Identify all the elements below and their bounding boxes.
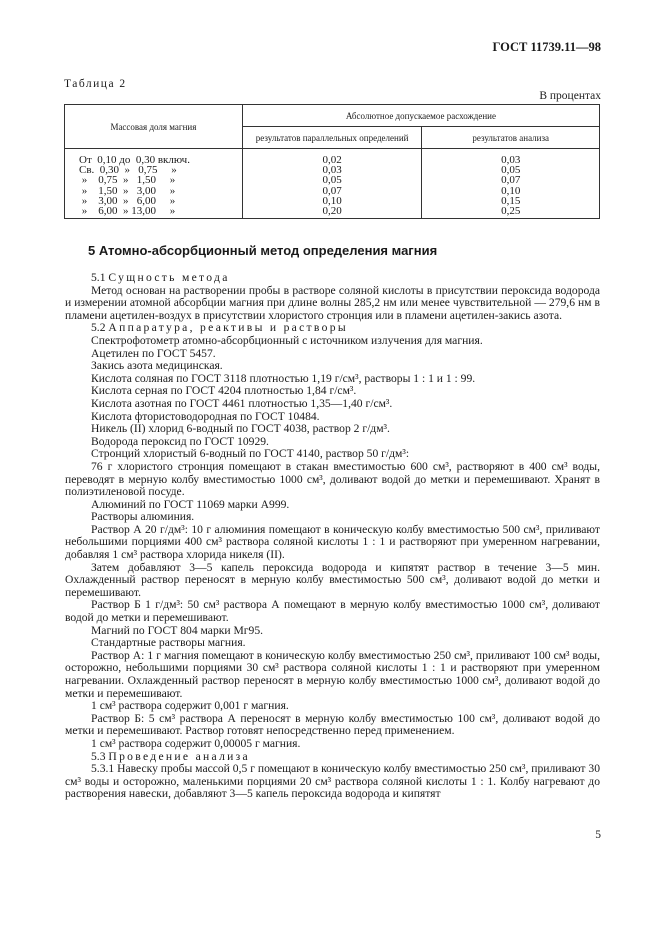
list-item: Никель (II) хлорид 6-водный по ГОСТ 4038, раствор 2 г/дм³. (91, 422, 390, 436)
list-item: Кислота серная по ГОСТ 4204 плотностью 1,84 г/см³. (91, 384, 357, 398)
section-title: 5 Атомно-абсорбционный метод определения магния (88, 243, 438, 258)
list-item: Кислота соляная по ГОСТ 3118 плотностью 1,19 г/см³, растворы 1 : 1 и 1 : 99. (91, 371, 476, 385)
table-units: В процентах (539, 90, 601, 102)
cell-range: » 0,75 » 1,50 » (65, 175, 243, 185)
subsection-number: 5.2 (91, 321, 106, 335)
table-row (65, 206, 600, 219)
table-caption: Таблица 2 (64, 78, 127, 90)
col-header-analysis: результатов анализа (422, 127, 600, 149)
cell-analysis: 0,10 (422, 186, 600, 196)
cell-range: От 0,10 до 0,30 включ. (65, 149, 243, 166)
cell-analysis: 0,03 (422, 149, 600, 166)
subsection-heading-5-1 (91, 272, 600, 285)
cell-analysis: 0,15 (422, 196, 600, 206)
list-item: 1 см³ раствора содержит 0,00005 г магния. (91, 736, 301, 750)
list-item: Ацетилен по ГОСТ 5457. (91, 346, 216, 360)
list-item: Стронций хлористый 6-водный по ГОСТ 4140, раствор 50 г/дм³: (91, 447, 410, 461)
col-header-parallel: результатов параллельных определений (242, 127, 422, 149)
table-row (65, 149, 600, 166)
paragraph: Раствор А: 1 г магния помещают в коническую колбу вместимостью 250 см³, приливают 100 см³ воды, осторожно, небольшими порциями 30 см³ раствора соляной кислоты 1 : 1 и растворяют при умеренном нагревании. Охлажденный раствор переносят в мерную колбу вместимостью 1000 см³, доливают водой до метки и перемешивают. (65, 648, 600, 700)
list-item: Кислота фтористоводородная по ГОСТ 10484. (91, 409, 320, 423)
paragraph: Метод основан на растворении пробы в растворе соляной кислоты в присутствии пероксида водорода и измерении атомной абсорбции магния при длине волны 285,2 нм или менее чувствительной — 279,6 нм в пламени ацетилен-воздух в присутствии хлористого стронция или в пламени ацетилен-закись азота. (65, 283, 600, 322)
paragraph: Раствор Б: 5 см³ раствора А переносят в мерную колбу вместимостью 100 см³, доливают водой до метки и перемешивают. Раствор готовят непосредственно перед применением. (65, 711, 600, 738)
list-item: Закись азота медицинская. (91, 359, 223, 373)
cell-analysis: 0,25 (422, 206, 600, 219)
paragraph: 5.3.1 Навеску пробы массой 0,5 г помещают в коническую колбу вместимостью 250 см³, приливают 30 см³ воды и осторожно, маленькими порциями 20 см³ раствора соляной кислоты 1 : 1. Колбу нагревают до растворения навески, добавляют 3—5 капель пероксида водорода и кипятят (65, 762, 600, 801)
cell-range: Св. 0,30 » 0,75 » (65, 165, 243, 175)
cell-parallel: 0,03 (242, 165, 422, 175)
col-header-magnesium-fraction: Массовая доля магния (65, 105, 243, 149)
subsection-number: 5.1 (91, 271, 106, 284)
cell-parallel: 0,20 (242, 206, 422, 219)
subsection-title: Проведение анализа (108, 749, 250, 763)
cell-parallel: 0,05 (242, 175, 422, 185)
tolerance-table (64, 104, 600, 219)
list-item: 1 см³ раствора содержит 0,001 г магния. (91, 699, 289, 713)
main-text (65, 243, 600, 801)
list-item: Кислота азотная по ГОСТ 4461 плотностью 1,35—1,40 г/см³. (91, 396, 393, 410)
list-item: Стандартные растворы магния. (91, 636, 246, 650)
cell-parallel: 0,10 (242, 196, 422, 206)
subsection-title: Сущность метода (108, 271, 230, 284)
document-header: ГОСТ 11739.11—98 (492, 40, 601, 54)
cell-analysis: 0,05 (422, 165, 600, 175)
cell-parallel: 0,07 (242, 186, 422, 196)
list-item: Водорода пероксид по ГОСТ 10929. (91, 434, 269, 448)
list-item: Растворы алюминия. (91, 510, 195, 524)
list-item: Магний по ГОСТ 804 марки Мг95. (91, 623, 264, 637)
paragraph: 76 г хлористого стронция помещают в стакан вместимостью 600 см³, растворяют в 400 см³ воды, переводят в мерную колбу вместимостью 1000 см³, доливают водой до метки и перемешивают. Хранят в полиэтиленовой посуде. (65, 459, 600, 499)
cell-range: » 6,00 » 13,00 » (65, 206, 243, 219)
col-header-group-tolerance: Абсолютное допускаемое расхождение (242, 105, 599, 127)
list-item: Спектрофотометр атомно-абсорбционный с источником излучения для магния. (91, 333, 483, 347)
paragraph: Раствор А 20 г/дм³: 10 г алюминия помещают в коническую колбу вместимостью 500 см³, приливают небольшими порциями 400 см³ раствора соляной кислоты 1 : 1 и растворяют при умеренном нагревании, добавляя 1 см³ раствора хлорида никеля (II). (65, 522, 600, 562)
paragraph: Раствор Б 1 г/дм³: 50 см³ раствора А помещают в мерную колбу вместимостью 1000 см³, доливают водой до метки и перемешивают. (65, 598, 600, 625)
subsection-number: 5.3 (91, 749, 106, 763)
paragraph: Затем добавляют 3—5 капель пероксида водорода и кипятят раствор в течение 3—5 мин. Охлажденный раствор переносят в мерную колбу вместимостью 500 см³, доливают водой до метки и перемешивают. (65, 560, 600, 599)
list-item: Алюминий по ГОСТ 11069 марки А999. (91, 497, 290, 511)
subsection-title: Аппаратура, реактивы и растворы (108, 321, 348, 335)
cell-parallel: 0,02 (242, 149, 422, 166)
cell-range: » 1,50 » 3,00 » (65, 186, 243, 196)
cell-range: » 3,00 » 6,00 » (65, 196, 243, 206)
page-number: 5 (595, 829, 601, 841)
cell-analysis: 0,07 (422, 175, 600, 185)
